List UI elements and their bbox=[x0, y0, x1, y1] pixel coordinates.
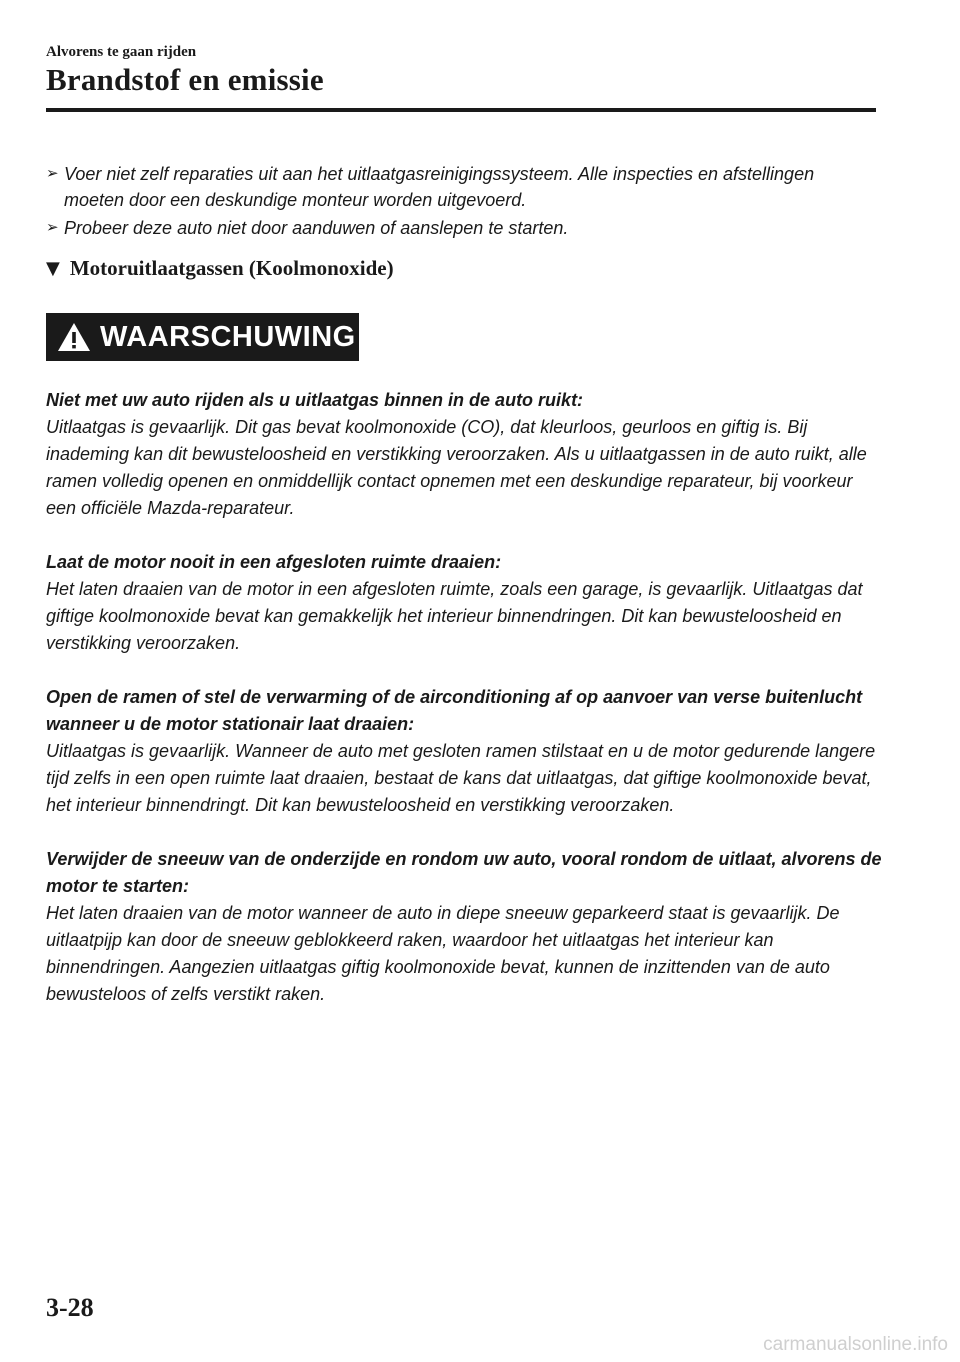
arrowhead-bullet-icon: ➢ bbox=[46, 165, 59, 182]
chapter-label: Alvorens te gaan rijden bbox=[46, 44, 197, 60]
warning-body: Uitlaatgas is gevaarlijk. Wanneer de auto met gesloten ramen stilstaat en u de motor gedurende langere tijd zelfs in een open ruimte laat draaien, bestaat de kans dat uitlaatgas, dat giftige koolmonoxide bevat, het interieur binnendringt. Dit kan bewusteloosheid en verstikking veroorzaken. bbox=[46, 741, 876, 815]
warning-triangle-icon bbox=[56, 321, 92, 353]
warning-item bbox=[46, 549, 886, 657]
warning-content bbox=[46, 387, 886, 1035]
section-heading-text: Motoruitlaatgassen (Koolmonoxide) bbox=[69, 256, 394, 280]
warning-heading: Verwijder de sneeuw van de onderzijde en rondom uw auto, vooral rondom de uitlaat, alvorens de motor te starten: bbox=[46, 849, 882, 896]
header-rule bbox=[46, 108, 876, 112]
bullet-text: Probeer deze auto niet door aanduwen of aanslepen te starten. bbox=[64, 218, 569, 238]
arrowhead-bullet-icon: ➢ bbox=[46, 219, 59, 236]
warning-item bbox=[46, 684, 886, 819]
warning-label: WAARSCHUWING bbox=[100, 320, 356, 353]
bullet-list bbox=[46, 161, 876, 243]
warning-body: Uitlaatgas is gevaarlijk. Dit gas bevat koolmonoxide (CO), dat kleurloos, geurloos en giftig is. Bij inademing kan dit bewusteloosheid en verstikking veroorzaken. Als u uitlaatgassen in de auto ruikt, alle ramen volledig openen en onmiddellijk contact opnemen met een deskundige reparateur, bij voorkeur een officiële Mazda-reparateur. bbox=[46, 417, 867, 518]
watermark: carmanualsonline.info bbox=[763, 1334, 948, 1355]
down-triangle-icon: ▼ bbox=[46, 258, 60, 279]
list-item bbox=[46, 215, 876, 241]
warning-heading: Laat de motor nooit in een afgesloten ruimte draaien: bbox=[46, 552, 502, 572]
warning-item bbox=[46, 387, 886, 522]
warning-item bbox=[46, 846, 886, 1008]
list-item bbox=[46, 161, 876, 213]
bullet-text: Voer niet zelf reparaties uit aan het uitlaatgasreinigingssysteem. Alle inspecties en afstellingen moeten door een deskundige monteur worden uitgevoerd. bbox=[64, 164, 815, 210]
warning-body: Het laten draaien van de motor in een afgesloten ruimte, zoals een garage, is gevaarlijk. Uitlaatgas dat giftige koolmonoxide bevat kan gemakkelijk het interieur binnendringen. Dit kan bewusteloosheid en verstikking veroorzaken. bbox=[46, 579, 863, 653]
section-heading bbox=[46, 256, 394, 281]
warning-body: Het laten draaien van de motor wanneer de auto in diepe sneeuw geparkeerd staat is gevaarlijk. De uitlaatpijp kan door de sneeuw geblokkeerd raken, waardoor het uitlaatgas het interieur kan binnendringen. Aangezien uitlaatgas giftig koolmonoxide bevat, kunnen de inzittenden van de auto bewusteloos of zelfs verstikt raken. bbox=[46, 903, 840, 1004]
warning-badge bbox=[46, 313, 359, 361]
page-number: 3-28 bbox=[46, 1293, 94, 1322]
warning-heading: Open de ramen of stel de verwarming of de airconditioning af op aanvoer van verse buitenlucht wanneer u de motor stationair laat draaien: bbox=[46, 687, 863, 734]
warning-heading: Niet met uw auto rijden als u uitlaatgas binnen in de auto ruikt: bbox=[46, 390, 584, 410]
page-title: Brandstof en emissie bbox=[46, 62, 324, 97]
